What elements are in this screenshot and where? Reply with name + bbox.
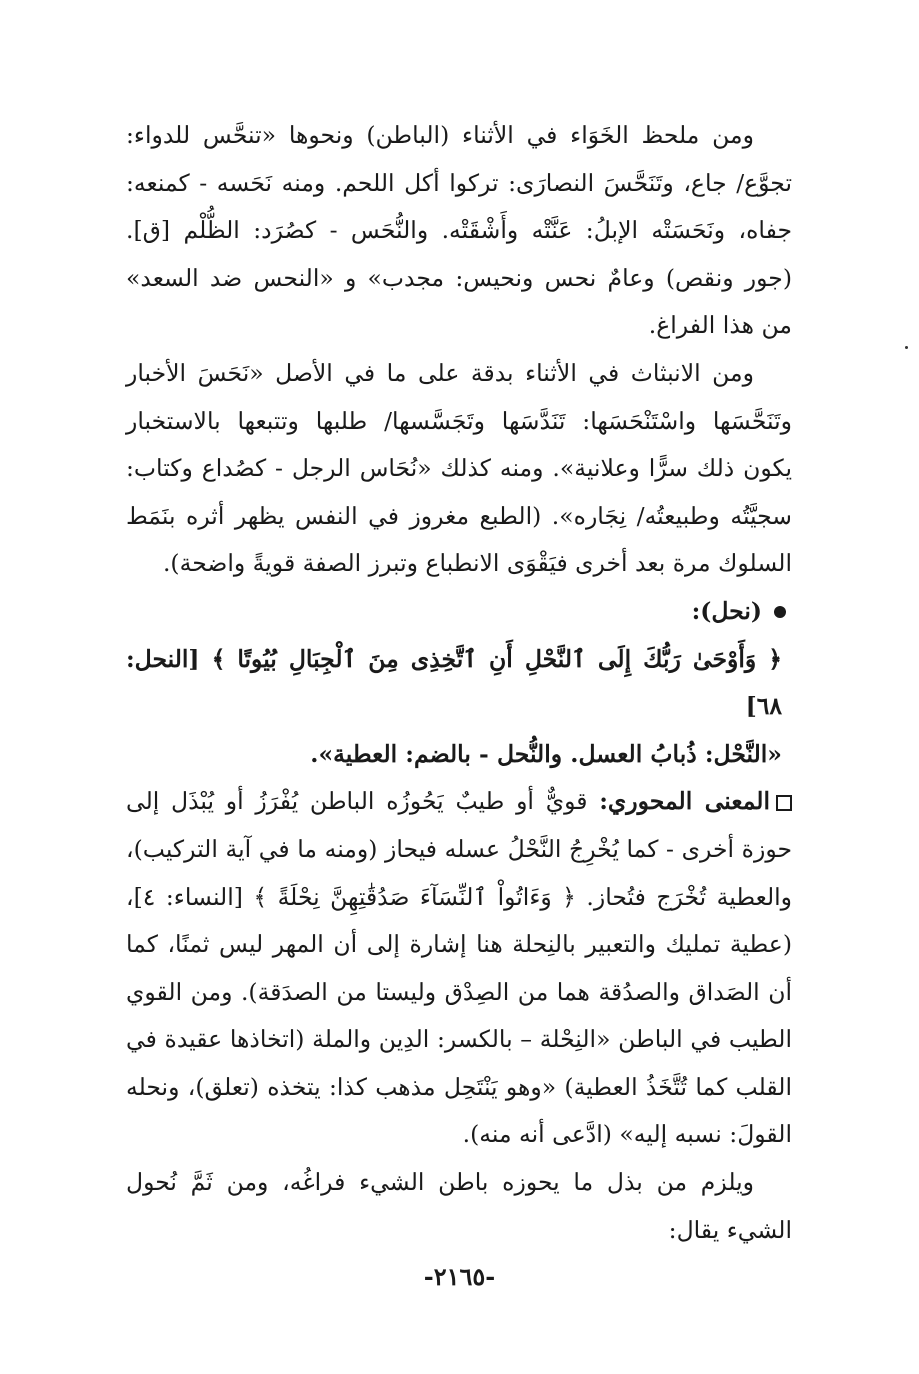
paragraph-nuhul: ويلزم من بذل ما يحوزه باطن الشيء فراغُه، ومن ثَمَّ نُحول الشيء يقال: [126, 1168, 792, 1244]
central-meaning-label: المعنى المحوري: [599, 787, 770, 816]
paragraph-central-meaning [126, 778, 792, 1159]
body-text [126, 112, 792, 1254]
root-heading [126, 588, 792, 636]
lexical-definition: «النَّحْل: ذُبابُ العسل. والنُّحل - بالضم: العطية». [310, 739, 782, 768]
paragraph-khawa: ومن ملحظ الخَوَاء في الأثناء (الباطن) ونحوها «تنحَّس للدواء: تجوَّع/ جاع، وتَنَحَّسَ النصارَى: تركوا أكل اللحم. ومنه نَحَسه - كمنعه: جفاه، ونَحَسَتْه الإبلُ: عَنَّتْه وأَشْقَتْه. والنُّحَس - كصُرَد: الظُّلْم [ق]. (جور ونقص) وعامٌ نحس ونحيس: مجدب» و «النحس ضد السعد» من هذا الفراغ. [126, 121, 792, 340]
square-box-icon [776, 795, 792, 811]
paragraph-inbithath: ومن الانبثاث في الأثناء بدقة على ما في الأصل «نَحَسَ الأخبار وتَنَحَّسَها واسْتَنْحَسَها: تَنَدَّسَها وتَجَسَّسها/ طلبها وتتبعها بالاستخبار يكون ذلك سرًّا وعلانية». ومنه كذلك «نُحَاس الرجل - كصُداع وكتاب: سجيَّتُه وطبيعتُه/ نِجَاره». (الطبع مغروز في النفس يظهر أثره بنَمَط السلوك مرة بعد أخرى فيَقْوَى الانطباع وتبرز الصفة قويةً واضحة). [126, 358, 792, 578]
bullet-icon [774, 606, 786, 618]
scan-speck [905, 346, 908, 349]
central-meaning-text: قويٌّ أو طيبٌ يَحُوزُه الباطن يُفْرَزُ أو يُبْذَل إلى حوزة أخرى - كما يُخْرِجُ النَّحْلُ عسله فيحاز (ومنه ما في آية التركيب)، والعطية تُخْرَج فتُحاز. ﴿ وَءَاتُواْ ٱلنِّسَآءَ صَدُقَٰتِهِنَّ نِحْلَةً ﴾ [النساء: ٤]، (عطية تمليك والتعبير بالنِحلة هنا إشارة إلى أن المهر ليس ثمنًا، كما أن الصَداق والصدُقة هما من الصِدْق وليستا من الصدَقة). ومن القوي الطيب في الباطن «النِحْلة – بالكسر: الدِين والملة (اتخاذها عقيدة في القلب كما تُتَّخَذُ العطية) «وهو يَنْتَحِل مذهب كذا: يتخذه (تعلق)، ونحله القولَ: نسبه إليه» (ادَّعى أنه منه). [126, 787, 792, 1149]
page-number: -٢١٦٥- [423, 1262, 496, 1291]
root-heading-label: (نحل): [691, 596, 762, 625]
quran-verse: ﴿ وَأَوْحَىٰ رَبُّكَ إِلَى ٱلنَّحْلِ أَنِ ٱتَّخِذِى مِنَ ٱلْجِبَالِ بُيُوتًا ﴾ [النحل: ٦٨] [126, 644, 782, 721]
